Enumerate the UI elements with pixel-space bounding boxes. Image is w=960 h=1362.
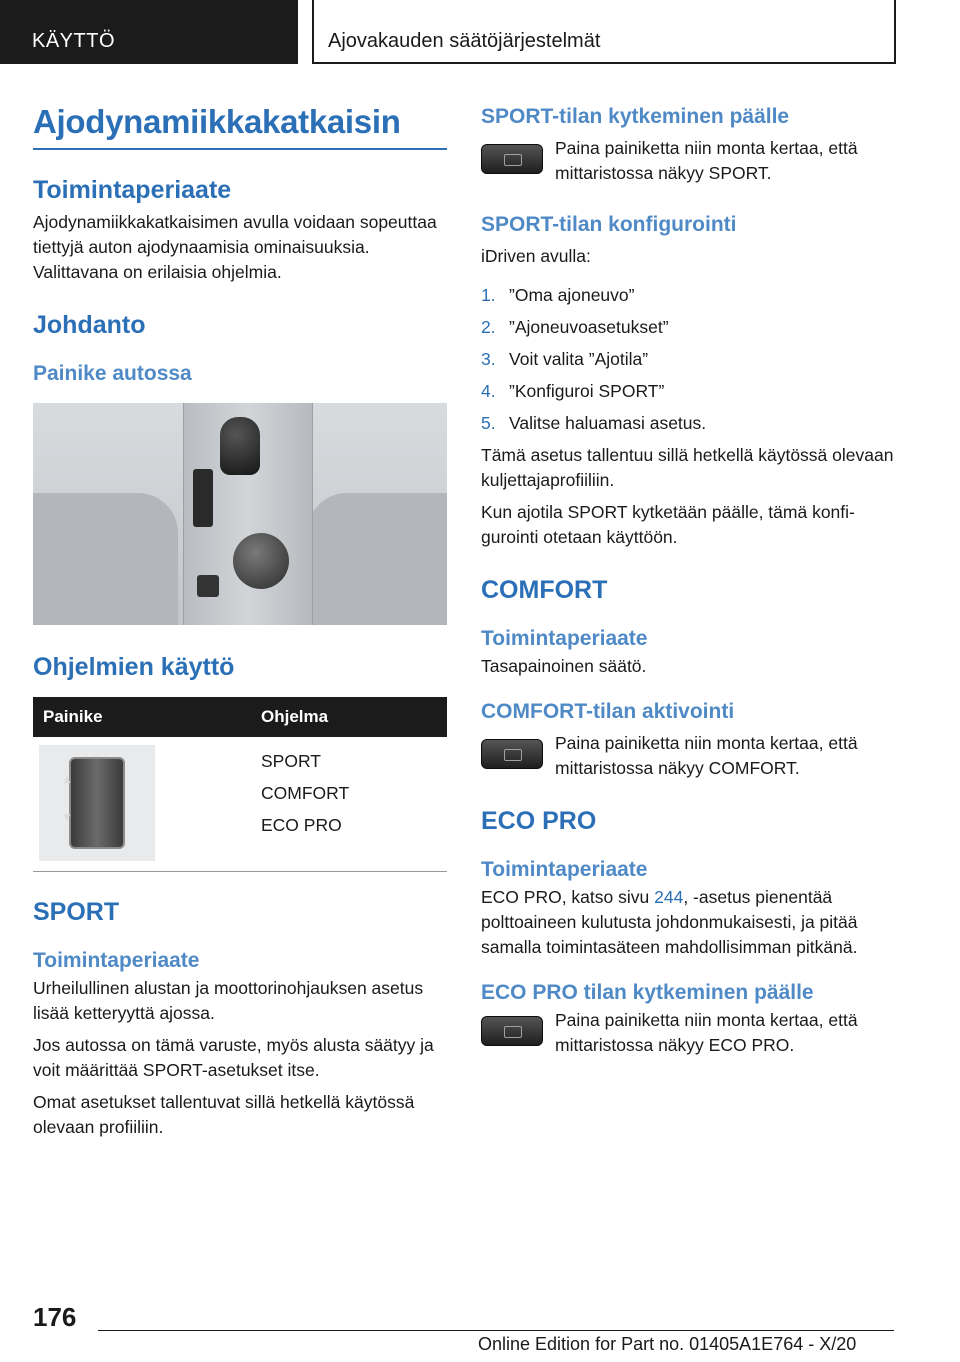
sport-on-text: Paina painiketta niin monta kertaa, että mittaristossa näkyy SPORT. (555, 138, 858, 183)
config-text-3: Kun ajotila SPORT kytketään päälle, tämä konfigurointi otetaan käyttöön. (481, 502, 855, 547)
config-steps (481, 283, 896, 436)
eco-on-heading: ECO PRO tilan kytkeminen päälle (481, 981, 814, 1004)
sport-principle-heading: Toimintaperiaate (33, 949, 200, 972)
programs-heading: Ohjelmien käyttö (33, 653, 235, 681)
sport-text-1: Urheilullinen alustan ja moottorinohjauksen asetus lisää ketteryyttä ajossa. (33, 978, 424, 1023)
list-item: 3. Voit valita ”Ajotila” (481, 349, 649, 369)
mode-button-icon (481, 144, 543, 174)
principle-text: Ajodynamiikkakatkaisimen avulla voidaan sopeuttaa tiettyjä auton ajodynaamisia ominaisuuksia. Valittavana on erilaisia ohjelmia. (33, 212, 437, 282)
comfort-on-text: Paina painiketta niin monta kertaa, että mittaristossa näkyy COMFORT. (555, 733, 858, 778)
header-chapter-box (312, 0, 896, 64)
header-section-tab (0, 0, 298, 64)
eco-principle-heading: Toimintaperiaate (481, 858, 648, 881)
right-column (481, 102, 896, 1058)
table-header-program: Ohjelma (257, 697, 447, 737)
program-comfort: COMFORT (261, 783, 350, 803)
sport-config-text: iDriven avulla: (481, 246, 591, 266)
sport-on-instruction (481, 136, 896, 186)
eco-heading: ECO PRO (481, 807, 597, 835)
comfort-on-instruction (481, 731, 896, 781)
sport-text-3: Omat asetukset tallentuvat sillä hetkellä käytössä olevaan profiiliin. (33, 1092, 415, 1137)
idrive-controller-icon (233, 533, 289, 589)
driving-mode-switch-icon (193, 469, 213, 527)
comfort-principle-heading: Toimintaperiaate (481, 627, 648, 650)
list-item: 5. Valitse haluamasi asetus. (481, 413, 707, 433)
parking-brake-icon (197, 575, 219, 597)
left-column (33, 100, 447, 1140)
rocker-switch-icon: ▲ ▼ (39, 745, 155, 861)
table-row (33, 737, 447, 861)
page-title: Ajodynamiikkakatkaisin (33, 100, 447, 150)
sport-on-heading: SPORT-tilan kytkeminen päälle (481, 105, 790, 128)
principle-heading: Toimintaperiaate (33, 176, 232, 204)
table-header-button: Painike (33, 697, 257, 737)
header-chapter: Ajovakauden säätöjärjestelmät (328, 30, 601, 52)
comfort-text: Tasapainoinen säätö. (481, 656, 647, 676)
list-item: 4. ”Konfiguroi SPORT” (481, 381, 665, 401)
program-sport: SPORT (261, 751, 321, 771)
eco-text: ECO PRO, katso sivu 244, -asetus pienentää polttoaineen kulutusta johdonmukaisesti, ja pitää samalla toimintasäteen mahdollisimman pitkänä. (481, 887, 858, 957)
comfort-on-heading: COMFORT-tilan aktivointi (481, 700, 735, 723)
mode-button-icon (481, 1016, 543, 1046)
list-item: 2. ”Ajoneuvoasetukset” (481, 317, 669, 337)
intro-heading: Johdanto (33, 311, 146, 339)
header-section: KÄYTTÖ (32, 30, 116, 52)
page-link[interactable]: 244 (654, 887, 684, 907)
button-heading: Painike autossa (33, 362, 192, 385)
mode-button-icon (481, 739, 543, 769)
config-text-2: Tämä asetus tallentuu sillä hetkellä käytössä olevaan kuljettajaprofiiliin. (481, 445, 894, 490)
console-photo (33, 403, 447, 625)
eco-on-instruction (481, 1008, 896, 1058)
page-number: 176 (33, 1302, 77, 1332)
comfort-heading: COMFORT (481, 576, 608, 604)
sport-text-2: Jos autossa on tämä varuste, myös alusta säätyy ja voit määrittää SPORT-asetukset itse. (33, 1035, 434, 1080)
gear-selector-icon (220, 417, 260, 475)
program-eco-pro: ECO PRO (261, 815, 342, 835)
footer-edition: Online Edition for Part no. 01405A1E764 - X/20 (478, 1334, 857, 1354)
sport-config-heading: SPORT-tilan konfigurointi (481, 213, 737, 236)
eco-on-text: Paina painiketta niin monta kertaa, että mittaristossa näkyy ECO PRO. (555, 1010, 858, 1055)
footer-divider (98, 1330, 894, 1331)
sport-heading: SPORT (33, 898, 120, 926)
programs-table (33, 697, 447, 861)
list-item: 1. ”Oma ajoneuvo” (481, 285, 635, 305)
